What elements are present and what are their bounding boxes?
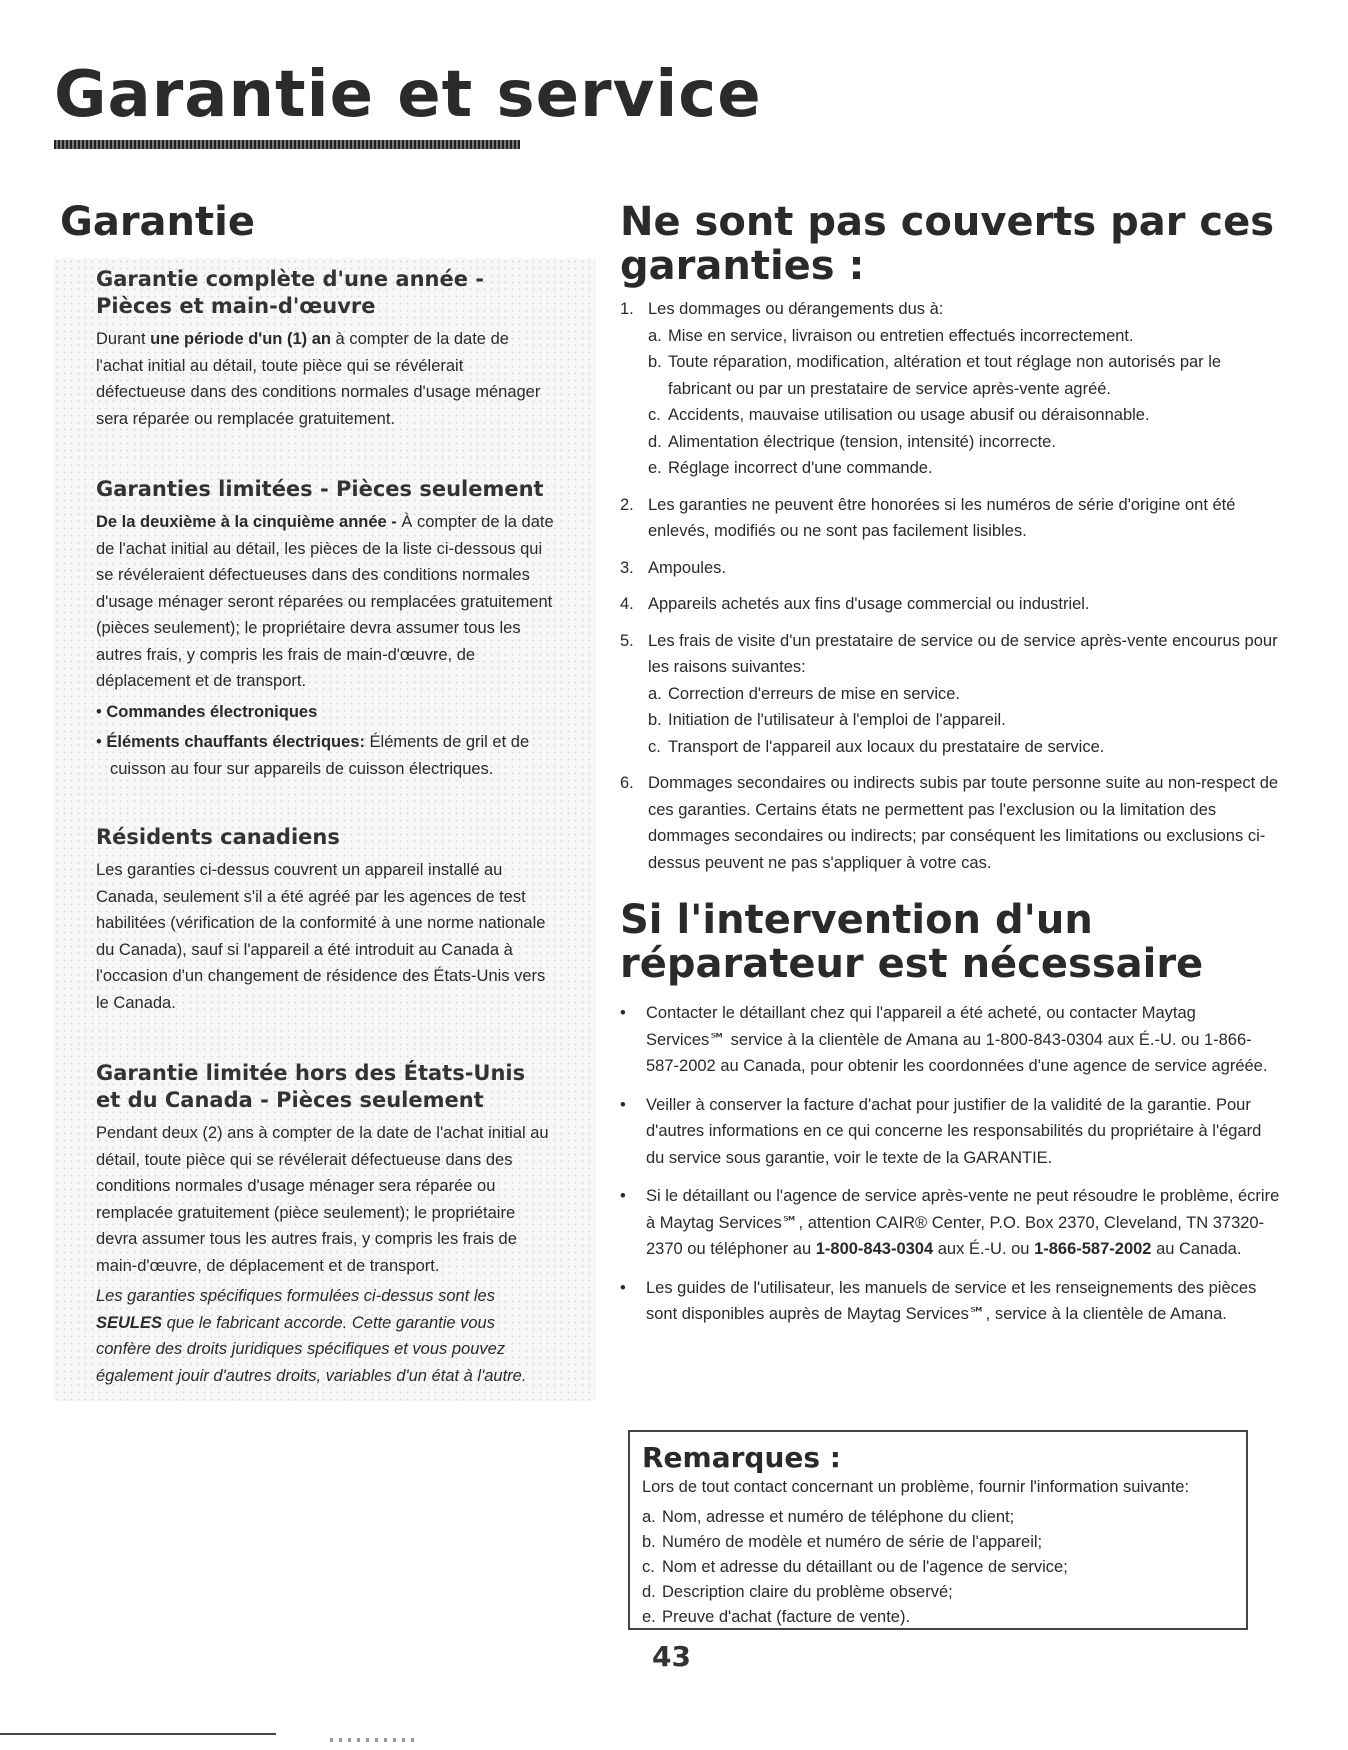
exclusions-heading: Ne sont pas couverts par ces garanties : <box>620 199 1275 289</box>
full-warranty-text: Durant une période d'un (1) an à compter de la date de l'achat initial au détail, toute pièce qui se révélerait défectueuse dans des conditions normales d'usage ménager sera réparée ou remplacée gratuitement. <box>96 330 541 428</box>
warranty-disclaimer: Les garanties spécifiques formulées ci-dessus sont les SEULES que le fabricant accorde. Cette garantie vous confère des droits juridiques spécifiques et vous pouvez également jouir d'autres droits, variables d'un état à l'autre. <box>96 1287 527 1385</box>
remarks-intro: Lors de tout contact concernant un problème, fournir l'information suivante: <box>642 1478 1190 1496</box>
remarks-item: b. Numéro de modèle et numéro de série de l'appareil; <box>642 1532 1043 1551</box>
full-warranty-heading: Garantie complète d'une année - Pièces et main-d'œuvre <box>96 267 484 318</box>
sub-item: c. Transport de l'appareil aux locaux du prestataire de service. <box>648 737 1105 756</box>
list-item: • Commandes électroniques <box>96 702 318 721</box>
sub-item: b. Toute réparation, modification, altération et tout réglage non autorisés par le fabricant ou par un prestataire de service après-vente agréé. <box>648 353 1222 398</box>
remarks-item: a. Nom, adresse et numéro de téléphone du client; <box>642 1507 1015 1526</box>
canadian-residents-block <box>54 810 596 1046</box>
page-number: 43 <box>652 1640 691 1673</box>
sub-item: d. Alimentation électrique (tension, intensité) incorrecte. <box>648 432 1056 451</box>
remarks-box <box>628 1430 1248 1630</box>
international-warranty-block <box>54 1046 596 1401</box>
list-item: 5. Les frais de visite d'un prestataire de service ou de service après-vente encourus pour les raisons suivantes: a. Correction d'erreurs de mise en service. b. Initiation de l'utilisateur à l'emploi de l'appareil. c. Transport de l'appareil aux locaux du prestataire de service. <box>620 628 1280 761</box>
canadian-residents-heading: Résidents canadiens <box>96 825 340 849</box>
limited-warranty-block <box>54 462 596 810</box>
exclusions-column <box>620 200 1280 1340</box>
list-item: 2. Les garanties ne peuvent être honorées si les numéros de série d'origine ont été enlevés, modifiés ou ne sont pas facilement lisibles. <box>620 495 1236 540</box>
list-item: 4. Appareils achetés aux fins d'usage commercial ou industriel. <box>620 595 1090 613</box>
sub-item: b. Initiation de l'utilisateur à l'emploi de l'appareil. <box>648 711 1006 729</box>
remarks-heading: Remarques : <box>642 1441 842 1474</box>
warranty-column <box>54 200 596 1401</box>
list-item: 1. Les dommages ou dérangements dus à: a. Mise en service, livraison ou entretien effectués incorrectement. b. Toute réparation, modification, altération et tout réglage non autorisés par le fabricant ou par un prestataire de service après-vente agréé. c. Accidents, mauvaise utilisation ou usage abusif ou déraisonnable. d. Alimentation électrique (tension, intensité) incorrecte. e. Réglage incorrect d'une commande. <box>620 296 1280 482</box>
exclusions-list <box>620 296 1280 876</box>
remarks-item: c. Nom et adresse du détaillant ou de l'agence de service; <box>642 1557 1068 1576</box>
sub-item: c. Accidents, mauvaise utilisation ou usage abusif ou déraisonnable. <box>648 406 1150 424</box>
list-item: • Éléments chauffants électriques: Éléments de gril et de cuisson au four sur appareils de cuisson électriques. <box>96 733 530 778</box>
remarks-list <box>642 1505 1234 1630</box>
international-warranty-heading: Garantie limitée hors des États-Unis et du Canada - Pièces seulement <box>96 1061 526 1112</box>
remarks-item: d. Description claire du problème observé; <box>642 1582 953 1601</box>
list-item: • Veiller à conserver la facture d'achat pour justifier de la validité de la garantie. Pour d'autres informations en ce qui concerne les responsabilités du propriétaire à l'égard du service sous garantie, voir le texte de la GARANTIE. <box>620 1095 1262 1167</box>
limited-warranty-heading: Garanties limitées - Pièces seulement <box>96 477 544 501</box>
page-title: Garantie et service <box>54 58 762 132</box>
sub-item: a. Mise en service, livraison ou entretien effectués incorrectement. <box>648 326 1134 345</box>
title-rule <box>54 140 520 149</box>
canadian-residents-text: Les garanties ci-dessus couvrent un appareil installé au Canada, seulement s'il a été agréé par les agences de test habilitées (vérification de la conformité à une norme nationale du Canada), sauf si l'appareil a été introduit au Canada à l'occasion d'un changement de résidence des États-Unis vers le Canada. <box>96 861 546 1012</box>
sub-item: e. Réglage incorrect d'une commande. <box>648 459 933 477</box>
warranty-heading: Garantie <box>60 199 255 245</box>
limited-warranty-text: De la deuxième à la cinquième année - À compter de la date de l'achat initial au détail, les pièces de la liste ci-dessous qui se révéleraient défectueuses dans des conditions normales d'usage ménager seront réparées ou remplacées gratuitement (pièces seulement); le propriétaire devra assumer tous les autres frais, y compris les frais de main-d'œuvre, de déplacement et de transport. <box>96 513 554 690</box>
sub-item: a. Correction d'erreurs de mise en service. <box>648 684 961 703</box>
footer-marks <box>330 1738 420 1742</box>
footer-rule <box>0 1733 276 1735</box>
international-warranty-text: Pendant deux (2) ans à compter de la date de l'achat initial au détail, toute pièce qui se révélerait défectueuse dans des conditions normales d'usage ménager sera réparée ou remplacée gratuitement (pièce seulement); le propriétaire devra assumer tous les autres frais, y compris les frais de main-d'œuvre, de déplacement et de transport. <box>96 1124 549 1275</box>
full-warranty-block <box>54 258 596 462</box>
list-item: 3. Ampoules. <box>620 558 726 577</box>
list-item: • Contacter le détaillant chez qui l'appareil a été acheté, ou contacter Maytag Services℠ service à la clientèle de Amana au 1-800-843-0304 aux É.-U. ou 1-866-587-2002 au Canada, pour obtenir les coordonnées d'une agence de service agréée. <box>620 1004 1268 1075</box>
us-phone-number: 1-800-843-0304 <box>815 1240 934 1258</box>
remarks-item: e. Preuve d'achat (facture de vente). <box>642 1607 911 1626</box>
list-item: • Les guides de l'utilisateur, les manuels de service et les renseignements des pièces sont disponibles auprès de Maytag Services℠, service à la clientèle de Amana. <box>620 1278 1257 1323</box>
repair-list <box>620 1000 1280 1328</box>
repair-heading: Si l'intervention d'un réparateur est nécessaire <box>620 897 1204 987</box>
list-item: 6. Dommages secondaires ou indirects subis par toute personne suite au non-respect de ces garanties. Certains états ne permettent pas l'exclusion ou la limitation des dommages secondaires ou indirects; par conséquent les limitations ou exclusions ci-dessus peuvent ne pas s'appliquer à votre cas. <box>620 774 1279 872</box>
list-item: • Si le détaillant ou l'agence de service après-vente ne peut résoudre le problème, écrire à Maytag Services℠, attention CAIR® Center, P.O. Box 2370, Cleveland, TN 37320-2370 ou téléphoner au 1-800-843-0304 aux É.-U. ou 1-866-587-2002 au Canada. <box>620 1187 1280 1258</box>
canada-phone-number: 1-866-587-2002 <box>1034 1240 1152 1258</box>
